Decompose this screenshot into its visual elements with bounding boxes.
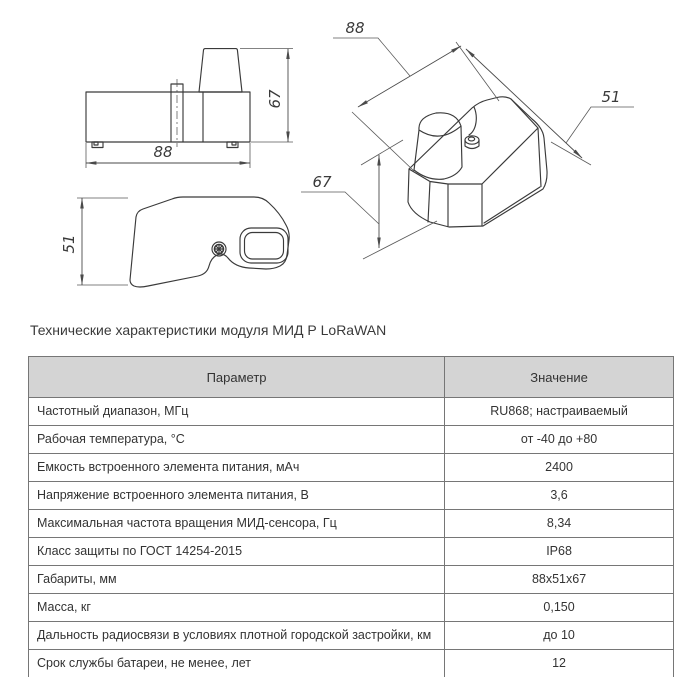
value-cell: 8,34: [445, 510, 674, 538]
dim-label-iso-width: 88: [345, 19, 365, 37]
module-foot-right-notch: [232, 142, 236, 145]
column-header-parameter: Параметр: [29, 357, 445, 398]
table-row: [29, 482, 674, 510]
table-row: [29, 566, 674, 594]
table-row: [29, 510, 674, 538]
parameter-cell: Емкость встроенного элемента питания, мАч: [29, 454, 445, 482]
antenna-cap-top: [240, 228, 288, 263]
dim-label-front-height: 67: [266, 89, 284, 109]
value-cell: 12: [445, 650, 674, 677]
value-cell: 3,6: [445, 482, 674, 510]
dimension-front-width: [86, 143, 250, 168]
dim-label-iso-height: 67: [312, 173, 332, 191]
module-body-top: [130, 197, 289, 287]
value-cell: RU868; настраиваемый: [445, 398, 674, 426]
parameter-cell: Максимальная частота вращения МИД-сенсора, Гц: [29, 510, 445, 538]
antenna-cap-front: [199, 49, 242, 92]
screw-top: [212, 242, 226, 256]
table-row: [29, 426, 674, 454]
dimension-front-height: [240, 49, 293, 142]
antenna-cap-iso: [414, 113, 462, 180]
table-row: [29, 594, 674, 622]
top-surface-seam: [469, 107, 476, 135]
value-cell: 2400: [445, 454, 674, 482]
table-row: [29, 454, 674, 482]
dim-label-iso-depth: 51: [601, 88, 621, 106]
value-cell: 0,150: [445, 594, 674, 622]
module-foot-left-notch: [94, 142, 98, 145]
dimension-iso-depth: [466, 49, 634, 165]
table-row: [29, 398, 674, 426]
screw-shaft-front: [171, 84, 203, 142]
dimension-top-depth: [60, 198, 128, 285]
parameter-cell: Частотный диапазон, МГц: [29, 398, 445, 426]
page-title: Технические характеристики модуля МИД Р LoRaWAN: [30, 322, 387, 338]
specs-table: [28, 356, 674, 677]
parameter-cell: Напряжение встроенного элемента питания, В: [29, 482, 445, 510]
parameter-cell: Дальность радиосвязи в условиях плотной городской застройки, км: [29, 622, 445, 650]
top-view-drawing: [60, 197, 289, 287]
table-row: [29, 538, 674, 566]
parameter-cell: Класс защиты по ГОСТ 14254-2015: [29, 538, 445, 566]
value-cell: 88x51x67: [445, 566, 674, 594]
dim-label-front-width: 88: [153, 143, 173, 161]
parameter-cell: Рабочая температура, °С: [29, 426, 445, 454]
table-row: [29, 622, 674, 650]
value-cell: до 10: [445, 622, 674, 650]
technical-drawing: [0, 0, 700, 312]
value-cell: от -40 до +80: [445, 426, 674, 454]
value-cell: IP68: [445, 538, 674, 566]
table-header-row: [29, 357, 674, 398]
module-body-iso-edges: [409, 99, 541, 227]
dimension-iso-height: [301, 140, 437, 259]
column-header-value: Значение: [445, 357, 674, 398]
module-body-front: [86, 92, 250, 142]
front-view-drawing: [86, 49, 293, 168]
isometric-view-drawing: [301, 19, 634, 259]
parameter-cell: Срок службы батареи, не менее, лет: [29, 650, 445, 677]
table-row: [29, 650, 674, 677]
dim-label-top-depth: 51: [60, 234, 78, 254]
parameter-cell: Габариты, мм: [29, 566, 445, 594]
parameter-cell: Масса, кг: [29, 594, 445, 622]
